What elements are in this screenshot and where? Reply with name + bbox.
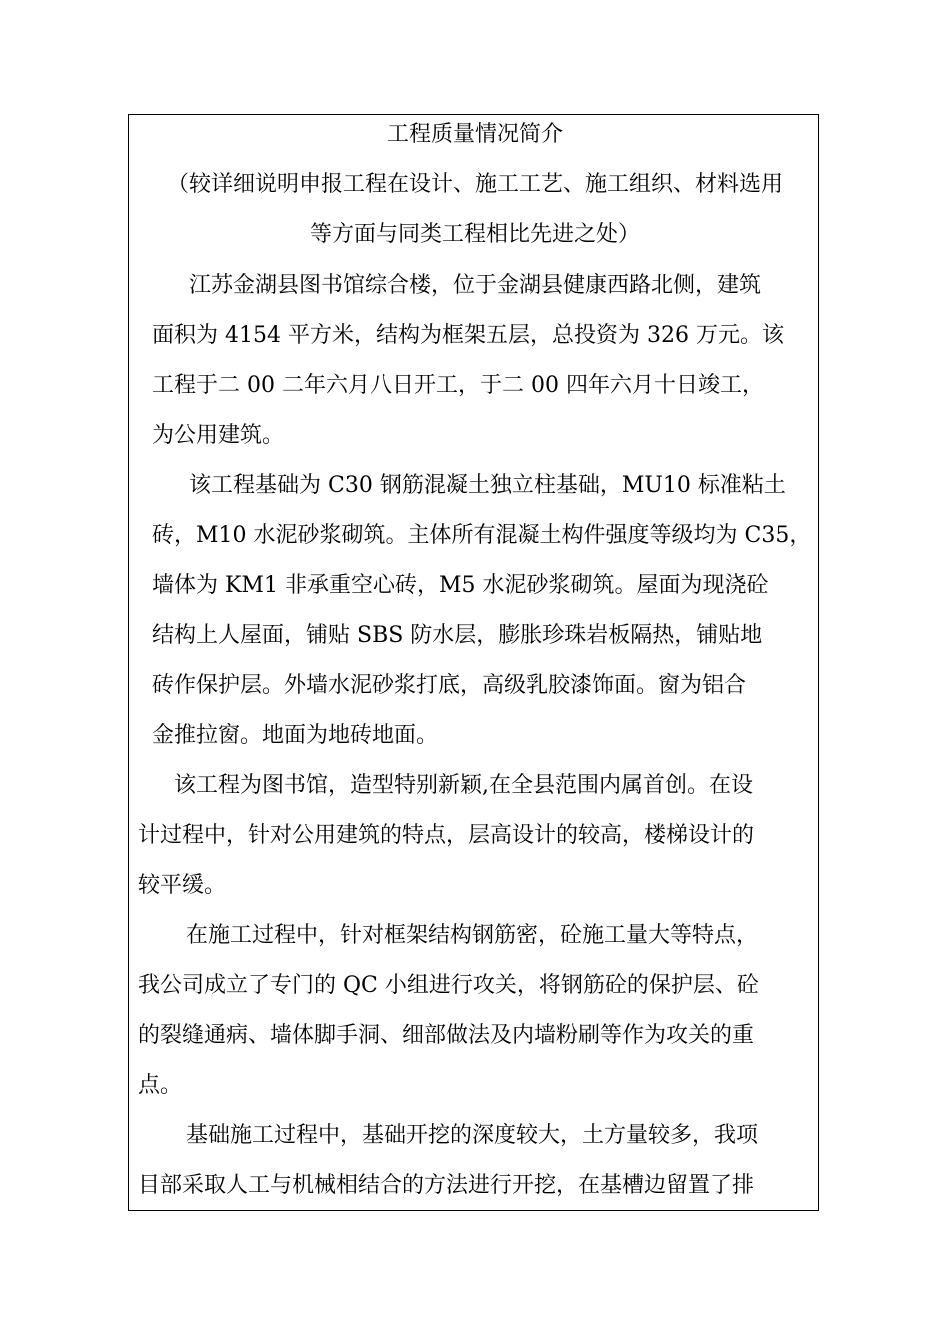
text-line: 为公用建筑。 — [152, 423, 285, 448]
text-line: 基础施工过程中，基础开挖的深度较大，土方量较多，我项 — [186, 1123, 759, 1148]
subtitle-line: 等方面与同类工程相比先进之处） — [309, 222, 640, 247]
text-line: 结构上人屋面，铺贴 SBS 防水层，膨胀珍珠岩板隔热，铺贴地 — [152, 623, 763, 648]
text-line: 工程于二 00 二年六月八日开工，于二 00 四年六月十日竣工， — [152, 373, 764, 398]
text-line: 较平缓。 — [138, 873, 227, 898]
text-line: 我公司成立了专门的 QC 小组进行攻关，将钢筋砼的保护层、砼 — [138, 973, 759, 998]
text-line: 金推拉窗。地面为地砖地面。 — [152, 723, 439, 748]
text-line: 砖作保护层。外墙水泥砂浆打底，高级乳胶漆饰面。窗为铝合 — [152, 673, 747, 698]
subtitle-line: （较详细说明申报工程在设计、施工工艺、施工组织、材料选用 — [166, 172, 783, 197]
text-line: 面积为 4154 平方米，结构为框架五层，总投资为 326 万元。该 — [152, 323, 784, 348]
text-line: 计过程中，针对公用建筑的特点，层高设计的较高，楼梯设计的 — [138, 823, 755, 848]
text-line: 的裂缝通病、墙体脚手洞、细部做法及内墙粉刷等作为攻关的重 — [138, 1023, 755, 1048]
text-line: 该工程为图书馆，造型特别新颖,在全县范围内属首创。在设 — [174, 773, 753, 798]
text-line: 该工程基础为 C30 钢筋混凝土独立柱基础，MU10 标准粘土 — [189, 473, 786, 498]
text-line: 点。 — [138, 1073, 183, 1098]
text-line: 墙体为 KM1 非承重空心砖，M5 水泥砂浆砌筑。屋面为现浇砼 — [152, 573, 769, 598]
text-line: 江苏金湖县图书馆综合楼，位于金湖县健康西路北侧，建筑 — [189, 273, 762, 298]
text-line: 在施工过程中，针对框架结构钢筋密，砼施工量大等特点， — [186, 923, 759, 948]
text-line: 目部采取人工与机械相结合的方法进行开挖，在基槽边留置了排 — [138, 1173, 755, 1198]
document-title: 工程质量情况简介 — [386, 122, 563, 147]
text-line: 砖，M10 水泥砂浆砌筑。主体所有混凝土构件强度等级均为 C35， — [152, 523, 812, 548]
